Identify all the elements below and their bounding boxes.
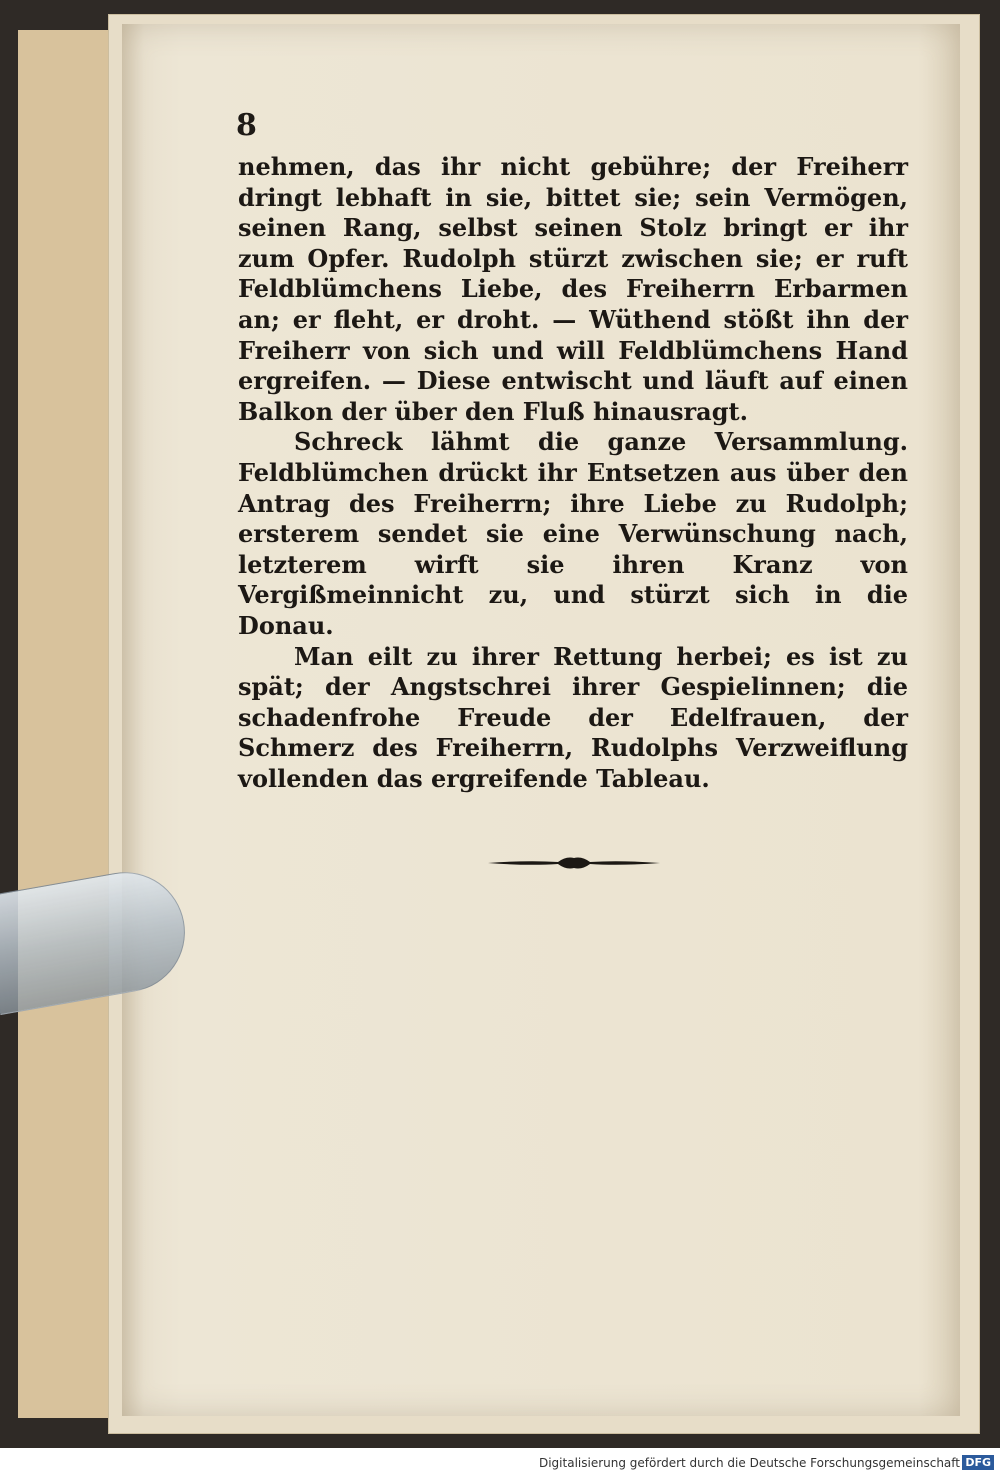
ornament-divider-icon — [488, 852, 660, 874]
body-text — [238, 152, 908, 794]
page-number: 8 — [236, 108, 257, 143]
dfg-logo: DFG — [962, 1455, 994, 1470]
paragraph-2: Schreck lähmt die ganze Versammlung. Feldblümchen drückt ihr Entsetzen aus über den Antrag des Freiherrn; ihre Liebe zu Rudolph; ersterem sendet sie eine Verwünschung nach, letzterem wirft sie ihren Kranz von Vergißmeinnicht zu, und stürzt sich in die Donau. — [238, 427, 908, 640]
paragraph-1: nehmen, das ihr nicht gebühre; der Freiherr dringt lebhaft in sie, bittet sie; sein Vermögen, seinen Rang, selbst seinen Stolz bringt er ihr zum Opfer. Rudolph stürzt zwischen sie; er ruft Feldblümchens Liebe, des Freiherrn Erbarmen an; er fleht, er droht. — Wüthend stößt ihn der Freiherr von sich und will Feldblümchens Hand ergreifen. — Diese entwischt und läuft auf einen Balkon der über den Fluß hinausragt. — [238, 152, 908, 426]
digitization-credit: Digitalisierung gefördert durch die Deutsche Forschungsgemeinschaft — [538, 1456, 960, 1470]
paragraph-3: Man eilt zu ihrer Rettung herbei; es ist zu spät; der Angstschrei ihrer Gespielinnen; die schadenfrohe Freude der Edelfrauen, der Schmerz des Freiherrn, Rudolphs Verzweiflung vollenden das ergreifende Tableau. — [238, 641, 908, 793]
